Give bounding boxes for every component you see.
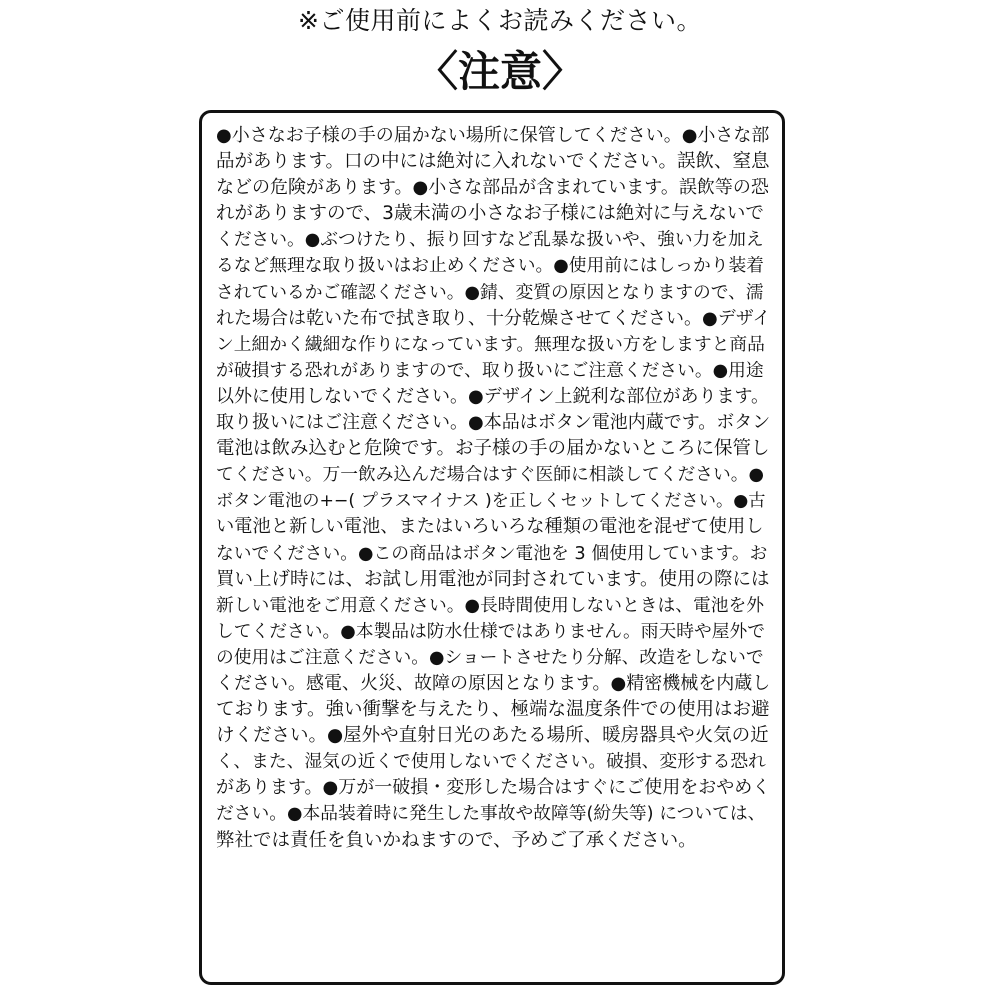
- notice-line: してください。●本製品は防水仕様ではありません。雨天時や屋外で: [216, 621, 766, 642]
- notice-line: てください。万一飲み込んだ場合はすぐ医師に相談してください。●: [216, 465, 764, 486]
- notice-line: 弊社では責任を負いかねますので、予めご了承ください。: [216, 829, 697, 851]
- notice-line: 取り扱いにはご注意ください。●本品はボタン電池内蔵です。ボタン: [216, 412, 771, 434]
- notice-line: 以外に使用しないでください。●デザイン上鋭利な部位があります。: [216, 385, 770, 407]
- notice-line: 買い上げ時には、お試し用電池が同封されています。使用の際には: [216, 568, 770, 590]
- notice-box: [199, 110, 785, 985]
- notice-line: されているかご確認ください。●錆、変質の原因となりますので、濡: [216, 282, 764, 303]
- notice-line: ております。強い衝撃を与えたり、極端な温度条件での使用はお避: [216, 699, 770, 721]
- preface-note: ※ご使用前によくお読みください。: [298, 6, 702, 35]
- notice-line: の使用はご注意ください。●ショートさせたり分解、改造をしないで: [216, 647, 764, 668]
- notice-line: く、また、湿気の近くで使用しないでください。破損、変形する恐れ: [216, 752, 766, 773]
- notice-line: れた場合は乾いた布で拭き取り、十分乾燥させてください。●デザイ: [216, 307, 771, 329]
- notice-line: るなど無理な取り扱いはお止めください。●使用前にはしっかり装着: [216, 256, 764, 277]
- notice-line: 電池は飲み込むと危険です。お子様の手の届かないところに保管し: [216, 438, 770, 460]
- notice-line: が破損する恐れがありますので、取り扱いにご注意ください。●用途: [216, 360, 764, 381]
- notice-line: ン上細かく繊細な作りになっています。無理な扱い方をしますと商品: [216, 334, 765, 355]
- notice-line: などの危険があります。●小さな部品が含まれています。誤飲等の恐: [216, 177, 769, 199]
- notice-line: い電池と新しい電池、またはいろいろな種類の電池を混ぜて使用し: [216, 516, 764, 538]
- notice-title: 〈注意〉: [415, 47, 584, 96]
- notice-line: ください。感電、火災、故障の原因となります。●精密機械を内蔵し: [216, 672, 771, 694]
- notice-line: ください。●ぶつけたり、振り回すなど乱暴な扱いや、強い力を加え: [216, 230, 764, 251]
- notice-line: があります。●万が一破損・変形した場合はすぐにご使用をおやめく: [216, 777, 771, 799]
- notice-line: れがありますので、3歳未満の小さなお子様には絶対に与えないで: [216, 203, 764, 225]
- notice-line: けください。●屋外や直射日光のあたる場所、暖房器具や火気の近: [216, 725, 769, 747]
- notice-line: ●小さなお子様の手の届かない場所に保管してください。●小さな部: [216, 125, 770, 146]
- notice-line: 新しい電池をご用意ください。●長時間使用しないときは、電池を外: [216, 595, 764, 616]
- notice-line: ボタン電池の+−( プラスマイナス )を正しくセットしてください。●古: [216, 491, 766, 512]
- notice-line: ださい。●本品装着時に発生した事故や故障等(紛失等) については、: [216, 804, 766, 825]
- notice-line: ないでください。●この商品はボタン電池を 3 個使用しています。お: [216, 543, 768, 564]
- notice-line: 品があります。口の中には絶対に入れないでください。誤飲、窒息: [216, 151, 770, 173]
